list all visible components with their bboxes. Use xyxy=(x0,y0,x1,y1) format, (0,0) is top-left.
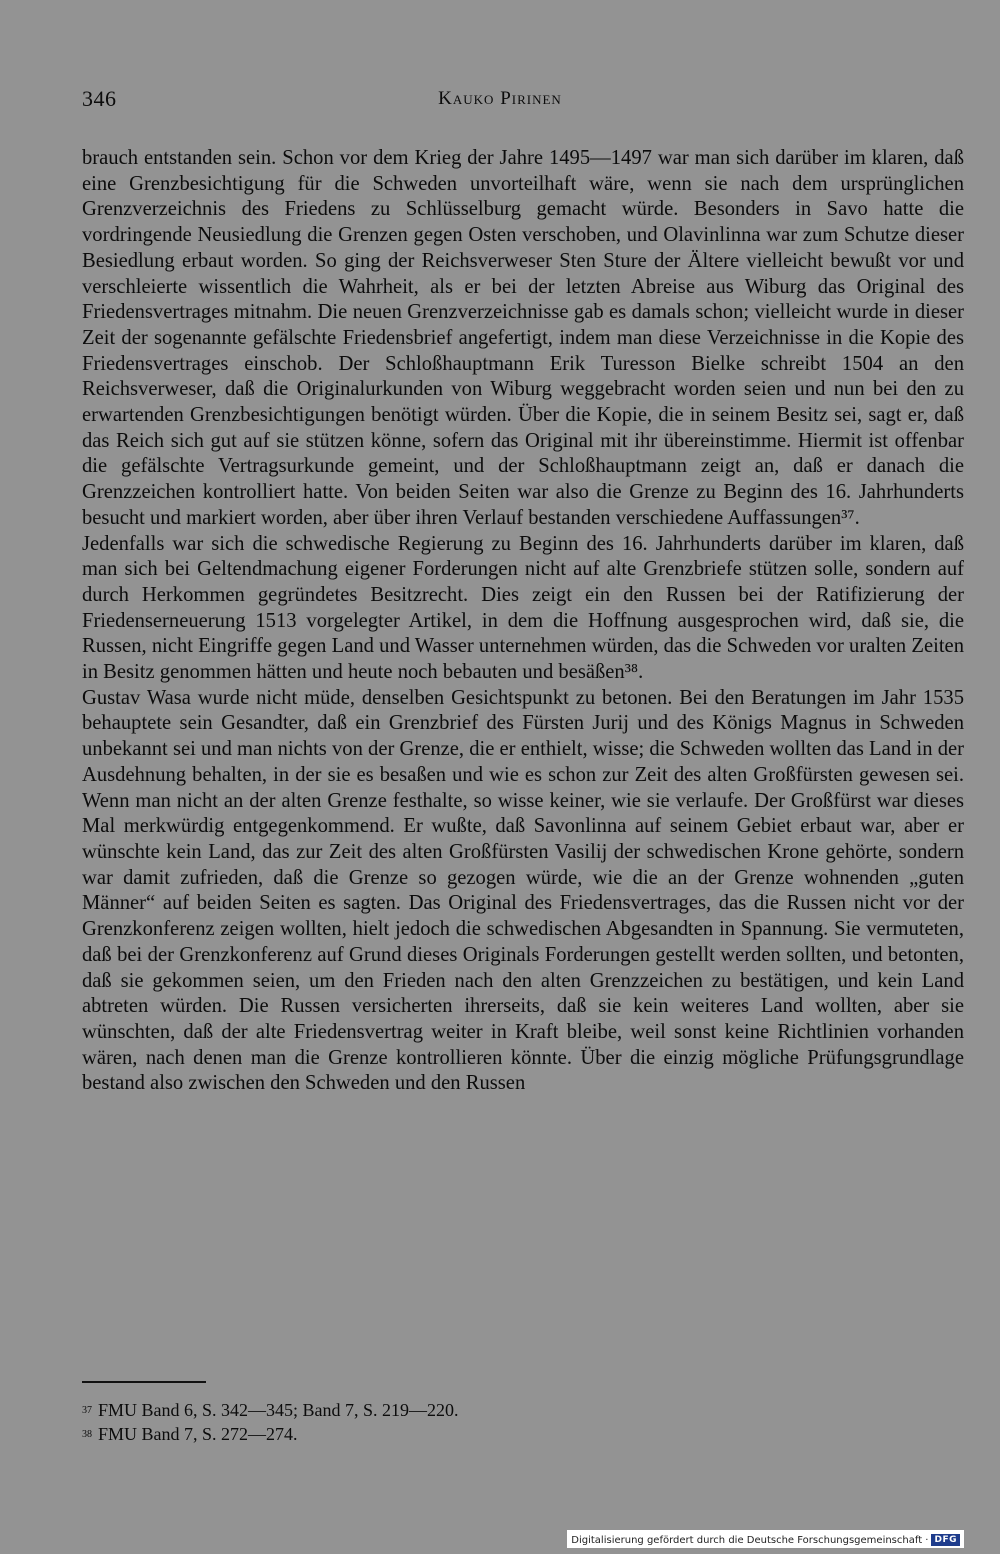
footnotes xyxy=(82,1398,682,1446)
body-text xyxy=(82,146,964,1097)
footnote-37 xyxy=(82,1398,682,1422)
paragraph-2: Jedenfalls war sich die schwedische Regierung zu Beginn des 16. Jahrhunderts darüber im klaren, daß man sich bei Geltendmachung eigener Forderungen nicht auf alte Grenzbriefe stützen solle, sondern auf durch Herkommen gegründetes Besitzrecht. Dies zeigt ein den Russen bei der Ratifizierung der Friedenserneuerung 1513 vorgelegter Artikel, in dem die Hoffnung ausgesprochen wird, daß sie, die Russen, nicht Eingriffe gegen Land und Wasser unternehmen würden, das die Schweden vor uralten Zeiten in Besitz genommen hätten und heute noch bebauten und besäßen³⁸. xyxy=(82,532,964,684)
digitization-credit xyxy=(567,1530,964,1548)
footnote-text: FMU Band 6, S. 342—345; Band 7, S. 219—220. xyxy=(98,1400,459,1420)
footnote-38 xyxy=(82,1422,682,1446)
dfg-logo: DFG xyxy=(931,1534,960,1546)
running-title: Kauko Pirinen xyxy=(438,88,562,109)
footnote-marker: 38 xyxy=(82,1429,92,1440)
paragraph-3: Gustav Wasa wurde nicht müde, denselben Gesichtspunkt zu betonen. Bei den Beratungen im Jahr 1535 behauptete sein Gesandter, daß ein Grenzbrief des Fürsten Jurij und des Königs Magnus in Schweden unbekannt sei und man nichts von der Grenze, die er enthielt, wisse; die Schweden wollten das Land in der Ausdehnung behalten, in der sie es besaßen und wie es schon zur Zeit des alten Großfürsten gewesen sei. Wenn man nicht an der alten Grenze festhalte, so wisse keiner, wie sie verlaufe. Der Großfürst war dieses Mal merkwürdig entgegenkommend. Er wußte, daß Savonlinna auf seinem Gebiet erbaut war, aber er wünschte kein Land, das zur Zeit des alten Großfürsten Vasilij der schwedischen Krone gehörte, sondern war damit zufrieden, daß die Grenze so gezogen würde, wie die an der Grenze wohnenden „guten Männer“ auf beiden Seiten es sagten. Das Original des Friedensvertrages, das die Russen nicht vor der Grenzkonferenz zeigen wollten, hielt jedoch die schwedischen Abgesandten in Spannung. Sie vermuteten, daß bei der Grenzkonferenz auf Grund dieses Originals Forderungen gestellt werden sollten, und betonten, daß sie gekommen seien, um den Frieden nach den alten Grenzzeichen zu bestätigen, und kein Land abtreten würden. Die Russen versicherten ihrerseits, daß sie kein weiteres Land wollten, aber sie wünschten, daß der alte Friedensvertrag weiter in Kraft bleibe, weil sonst keine Richtlinien vorhanden wären, nach denen man die Grenze kontrollieren könnte. Über die einzig mögliche Prüfungsgrundlage bestand also zwischen den Schweden und den Russen xyxy=(82,686,964,1095)
paragraph-1: brauch entstanden sein. Schon vor dem Krieg der Jahre 1495—1497 war man sich darüber im klaren, daß eine Grenzbesichtigung für die Schweden unvorteilhaft wäre, wenn sie nach dem ursprünglichen Grenzverzeichnis des Friedens zu Schlüsselburg gemacht würde. Besonders in Savo hatte die vordringende Neusiedlung die Grenzen gegen Osten verschoben, und Olavinlinna war zum Schutze dieser Besiedlung erbaut worden. So ging der Reichsverweser Sten Sture der Ältere vielleicht bewußt vor und verschleierte wissentlich die Wahrheit, als er bei der letzten Abreise aus Wiburg das Original des Friedensvertrages mitnahm. Die neuen Grenzverzeichnisse gab es damals schon; vielleicht wurde in dieser Zeit der sogenannte gefälschte Friedensbrief angefertigt, indem man diese Verzeichnisse in die Kopie des Friedensvertrages einschob. Der Schloßhauptmann Erik Turesson Bielke schreibt 1504 an den Reichsverweser, daß die Originalurkunden von Wiburg weggebracht worden seien und nun bei den zu erwartenden Grenzbesichtigungen benötigt würden. Über die Kopie, die in seinem Besitz sei, sagt er, daß das Reich sich gut auf sie stützen könne, sofern das Original mit ihr übereinstimme. Hiermit ist offenbar die gefälschte Vertragsurkunde gemeint, und der Schloßhauptmann zeigt an, daß er danach die Grenzzeichen kontrolliert hatte. Von beiden Seiten war also die Grenze zu Beginn des 16. Jahrhunderts besucht und markiert worden, aber über ihren Verlauf bestanden verschiedene Auffassungen³⁷. xyxy=(82,147,964,529)
footnote-divider xyxy=(82,1381,206,1383)
page-number: 346 xyxy=(82,86,117,111)
credit-text: Digitalisierung gefördert durch die Deutsche Forschungsgemeinschaft · xyxy=(571,1534,929,1546)
footnote-text: FMU Band 7, S. 272—274. xyxy=(98,1424,298,1444)
footnote-marker: 37 xyxy=(82,1405,92,1416)
